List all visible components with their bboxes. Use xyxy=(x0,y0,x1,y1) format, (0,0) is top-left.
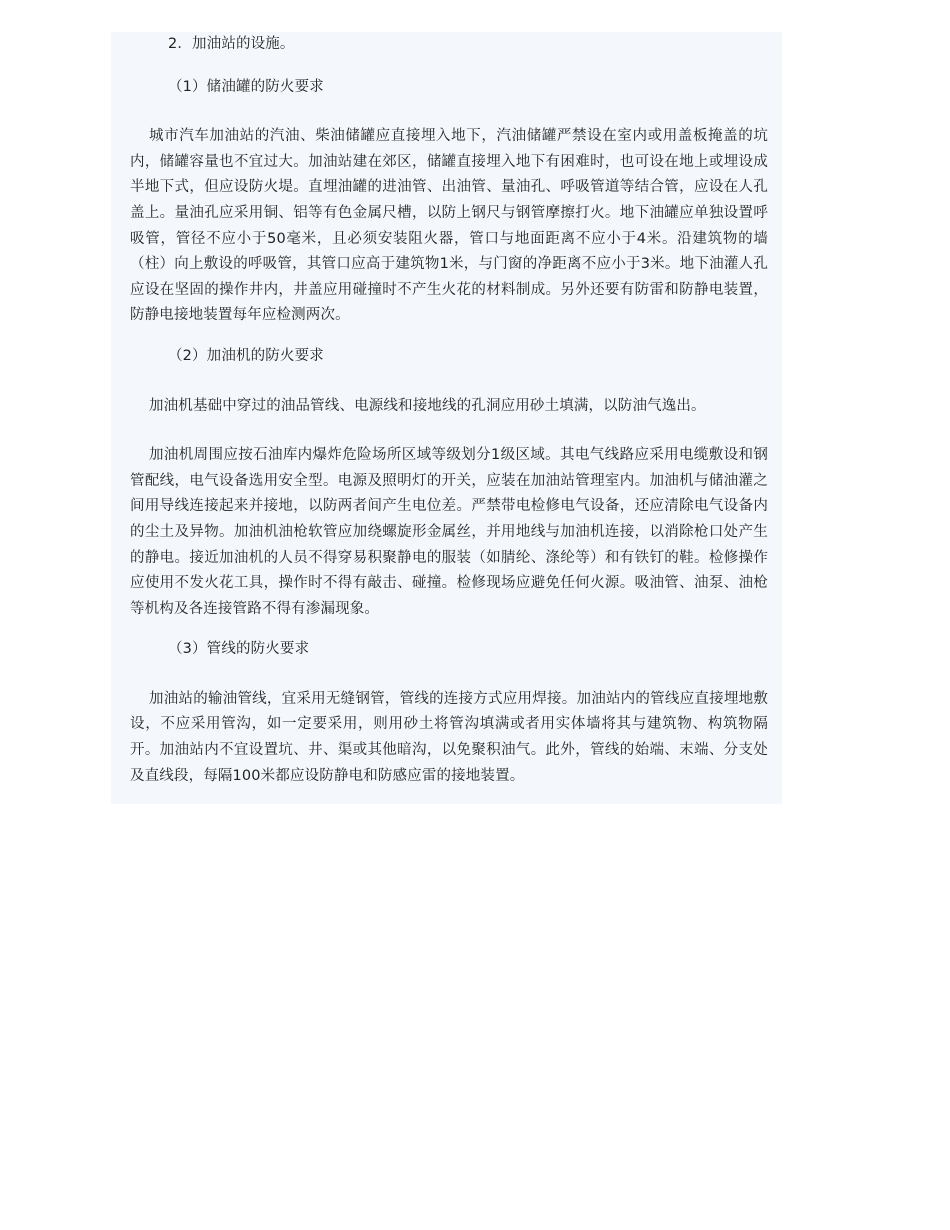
subsection-heading-pipelines: （3）管线的防火要求 xyxy=(168,641,310,658)
paragraph-dispenser-foundation: 加油机基础中穿过的油品管线、电源线和接地线的孔洞应用砂土填满，以防油气逸出。 xyxy=(149,397,706,414)
paragraph-pipelines: 加油站的输油管线，宜采用无缝钢管，管线的连接方式应用焊接。加油站内的管线应直接埋地敷设，不应采用管沟，如一定要采用，则用砂土将管沟填满或者用实体墙将其与建筑物、构筑物隔开。加油站内不宜设置坑、井、渠或其他暗沟，以免聚积油气。此外，管线的始端、末端、分支处及直线段，每隔100米都应设防静电和防感应雷的接地装置。 xyxy=(130,690,768,784)
paragraph-tanks: 城市汽车加油站的汽油、柴油储罐应直接埋入地下，汽油储罐严禁设在室内或用盖板掩盖的坑内，储罐容量也不宜过大。加油站建在郊区，储罐直接埋入地下有困难时，也可设在地上或埋设成半地下式，但应设防火堤。直埋油罐的进油管、出油管、量油孔、呼吸管道等结合管，应设在人孔盖上。量油孔应采用铜、铝等有色金属尺槽，以防上钢尺与钢管摩擦打火。地下油罐应单独设置呼吸管，管径不应小于50毫米，且必须安装阻火器，管口与地面距离不应小于4米。沿建筑物的墙（柱）向上敷设的呼吸管，其管口应高于建筑物1米，与门窗的净距离不应小于3米。地下油灌人孔应设在坚固的操作井内，井盖应用碰撞时不产生火花的材料制成。另外还要有防雷和防静电装置，防静电接地装置每年应检测两次。 xyxy=(130,128,768,324)
subsection-heading-tanks: （1）储油罐的防火要求 xyxy=(168,78,324,95)
section-title: 2．加油站的设施。 xyxy=(168,36,295,52)
paragraph-dispenser-area: 加油机周围应按石油库内爆炸危险场所区域等级划分1级区域。其电气线路应采用电缆敷设和钢管配线，电气设备选用安全型。电源及照明灯的开关，应装在加油站管理室内。加油机与储油灌之间用导线连接起来并接地，以防两者间产生电位差。严禁带电检修电气设备，还应清除电气设备内的尘土及异物。加油机油枪软管应加绕螺旋形金属丝，并用地线与加油机连接，以消除枪口处产生的静电。接近加油机的人员不得穿易积聚静电的服装（如腈纶、涤纶等）和有铁钉的鞋。检修操作应使用不发火花工具，操作时不得有敲击、碰撞。检修现场应避免任何火源。吸油管、油泵、油枪等机构及各连接管路不得有渗漏现象。 xyxy=(130,447,768,617)
article-content xyxy=(111,32,782,804)
subsection-heading-dispenser: （2）加油机的防火要求 xyxy=(168,347,324,364)
